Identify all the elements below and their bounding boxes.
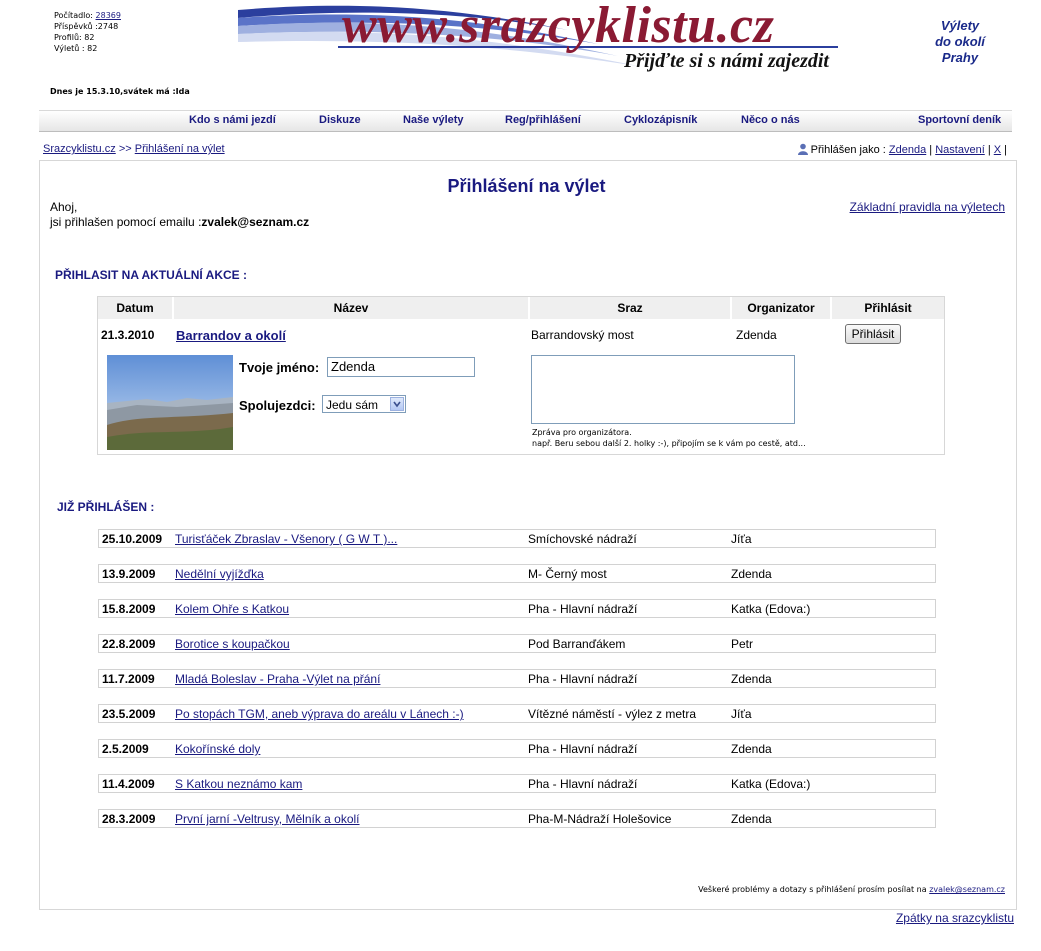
row-meeting: Pha - Hlavní nádraží xyxy=(528,602,638,616)
greeting-email-label: jsi přihlašen pomocí emailu : xyxy=(50,215,202,229)
row-date: 23.5.2009 xyxy=(102,707,156,721)
site-logo[interactable] xyxy=(238,0,860,80)
logo-slogan: Přijďte si s námi zajezdit xyxy=(624,50,829,72)
event-date: 21.3.2010 xyxy=(101,328,155,342)
row-meeting: Pha - Hlavní nádraží xyxy=(528,777,638,791)
row-date: 11.7.2009 xyxy=(102,672,155,686)
nav-item-who-rides[interactable]: Kdo s námi jezdí xyxy=(189,114,276,126)
message-hint: Zpráva pro organizátora. xyxy=(532,428,632,437)
message-hint-example: např. Beru sebou další 2. holky :-), připojím se k vám po cestě, atd... xyxy=(532,439,806,448)
row-meeting: Pod Barranďákem xyxy=(528,637,626,651)
your-name-label: Tvoje jméno: xyxy=(239,360,320,375)
nav-item-cyclo-notebook[interactable]: Cyklozápisník xyxy=(624,114,698,126)
row-organizer: Katka (Edova:) xyxy=(731,777,811,791)
user-box xyxy=(797,143,1007,158)
column-header-date: Datum xyxy=(98,297,172,319)
row-meeting: Pha - Hlavní nádraží xyxy=(528,672,638,686)
table-row xyxy=(98,774,936,793)
tagline-line: Výlety xyxy=(940,18,980,33)
event-photo xyxy=(107,355,233,450)
footer-note xyxy=(698,885,1005,894)
settings-link[interactable]: Nastavení xyxy=(935,144,985,156)
row-date: 13.9.2009 xyxy=(102,567,156,581)
nav-item-registration[interactable]: Reg/přihlášení xyxy=(505,114,581,126)
row-date: 11.4.2009 xyxy=(102,777,155,791)
row-organizer: Zdenda xyxy=(731,672,772,686)
site-tagline xyxy=(920,18,1000,66)
tagline-line: Prahy xyxy=(941,50,979,65)
posts-count: Příspěvků :2748 xyxy=(54,22,119,31)
your-name-input[interactable]: Zdenda xyxy=(327,357,475,377)
trip-link[interactable]: S Katkou neznámo kam xyxy=(175,777,303,791)
table-row xyxy=(98,809,936,828)
nav-item-discussion[interactable]: Diskuze xyxy=(319,114,361,126)
counter-label: Počítadlo: xyxy=(54,11,93,20)
trip-link[interactable]: Borotice s koupačkou xyxy=(175,637,290,651)
user-separator: | xyxy=(929,144,933,156)
today-nameday: Dnes je 15.3.10,svátek má :Ida xyxy=(50,87,190,96)
trip-link[interactable]: Kolem Ohře s Katkou xyxy=(175,602,290,616)
profiles-count: Profilů: 82 xyxy=(54,33,95,42)
greeting-hello: Ahoj, xyxy=(50,200,78,214)
row-date: 2.5.2009 xyxy=(102,742,149,756)
user-separator: | xyxy=(987,144,991,156)
nav-item-our-trips[interactable]: Naše výlety xyxy=(403,114,464,126)
column-header-organizer: Organizator xyxy=(732,297,830,319)
registered-heading: JIŽ PŘIHLÁŠEN : xyxy=(57,500,155,514)
row-date: 28.3.2009 xyxy=(102,812,156,826)
row-organizer: Zdenda xyxy=(731,812,772,826)
breadcrumb-current[interactable]: Přihlášení na výlet xyxy=(134,143,225,155)
companions-selected: Jedu sám xyxy=(326,398,379,412)
event-name-link[interactable]: Barrandov a okolí xyxy=(176,328,286,343)
tagline-line: do okolí xyxy=(935,34,985,49)
table-row xyxy=(98,739,936,758)
table-row xyxy=(98,564,936,583)
row-meeting: Vítězné náměstí - výlez z metra xyxy=(528,707,697,721)
page-title: Přihlášení na výlet xyxy=(447,176,606,196)
breadcrumb-home[interactable]: Srazcyklistu.cz xyxy=(43,143,116,155)
upcoming-events-table xyxy=(97,296,945,455)
trip-link[interactable]: Po stopách TGM, aneb výprava do areálu v Lánech :-) xyxy=(175,707,464,721)
table-row xyxy=(98,529,936,548)
trip-link[interactable]: Turisťáček Zbraslav - Všenory ( G W T )... xyxy=(175,532,398,546)
table-row xyxy=(98,634,936,653)
greeting xyxy=(50,200,309,230)
row-organizer: Jíťa xyxy=(731,532,752,546)
user-profile-link[interactable]: Zdenda xyxy=(888,144,927,156)
footer-note-text: Veškeré problémy a dotazy s přihlášení prosím posílat na xyxy=(698,885,927,894)
logout-link[interactable]: X xyxy=(993,144,1002,156)
upcoming-heading: PŘIHLASIT NA AKTUÁLNÍ AKCE : xyxy=(55,268,247,282)
back-link[interactable]: Zpátky na srazcyklistu xyxy=(895,911,1014,925)
greeting-email: zvalek@seznam.cz xyxy=(201,215,310,229)
signup-button[interactable]: Přihlásit xyxy=(845,324,901,344)
breadcrumb xyxy=(43,143,225,155)
row-organizer: Jíťa xyxy=(731,707,752,721)
row-date: 22.8.2009 xyxy=(102,637,156,651)
table-row xyxy=(98,599,936,618)
row-date: 15.8.2009 xyxy=(102,602,156,616)
column-header-meeting: Sraz xyxy=(530,297,730,319)
row-organizer: Zdenda xyxy=(731,742,772,756)
site-stats xyxy=(54,10,121,54)
row-meeting: Pha-M-Nádraží Holešovice xyxy=(528,812,672,826)
trip-link[interactable]: Mladá Boleslav - Praha -Výlet na přání xyxy=(175,672,381,686)
row-organizer: Katka (Edova:) xyxy=(731,602,811,616)
table-row xyxy=(98,669,936,688)
event-meeting-point: Barrandovský most xyxy=(531,328,634,342)
row-organizer: Petr xyxy=(731,637,754,651)
main-nav xyxy=(39,110,1012,132)
trip-link[interactable]: Kokořínské doly xyxy=(175,742,261,756)
row-meeting: M- Černý most xyxy=(528,567,607,581)
footer-email-link[interactable]: zvalek@seznam.cz xyxy=(929,885,1005,894)
row-date: 25.10.2009 xyxy=(102,532,163,546)
trip-link[interactable]: Nedělní vyjížďka xyxy=(175,567,264,581)
row-meeting: Smíchovské nádraží xyxy=(528,532,637,546)
row-organizer: Zdenda xyxy=(731,567,772,581)
column-header-name: Název xyxy=(174,297,528,319)
user-icon xyxy=(797,143,809,158)
companions-select[interactable] xyxy=(322,395,406,413)
logo-url-text: www.srazcyklistu.cz xyxy=(342,0,775,54)
nav-item-about[interactable]: Něco o nás xyxy=(741,114,800,126)
chevron-down-icon[interactable] xyxy=(390,397,404,411)
column-header-signup: Přihlásit xyxy=(832,297,944,319)
user-separator: | xyxy=(1004,144,1007,156)
logged-as-label: Přihlášen jako : xyxy=(810,144,886,156)
counter-link[interactable]: 28369 xyxy=(95,11,121,20)
rules-link[interactable]: Základní pravidla na výletech xyxy=(849,200,1005,214)
trips-count: Výletů : 82 xyxy=(54,44,98,53)
trip-link[interactable]: První jarní -Veltrusy, Mělník a okolí xyxy=(175,812,360,826)
event-organizer: Zdenda xyxy=(736,328,777,342)
table-row xyxy=(98,704,936,723)
nav-item-sport-diary[interactable]: Sportovní deník xyxy=(918,114,1002,126)
companions-label: Spolujezdci: xyxy=(239,398,316,413)
row-meeting: Pha - Hlavní nádraží xyxy=(528,742,638,756)
organizer-message-textarea[interactable] xyxy=(531,355,795,424)
breadcrumb-separator: >> xyxy=(118,143,132,155)
